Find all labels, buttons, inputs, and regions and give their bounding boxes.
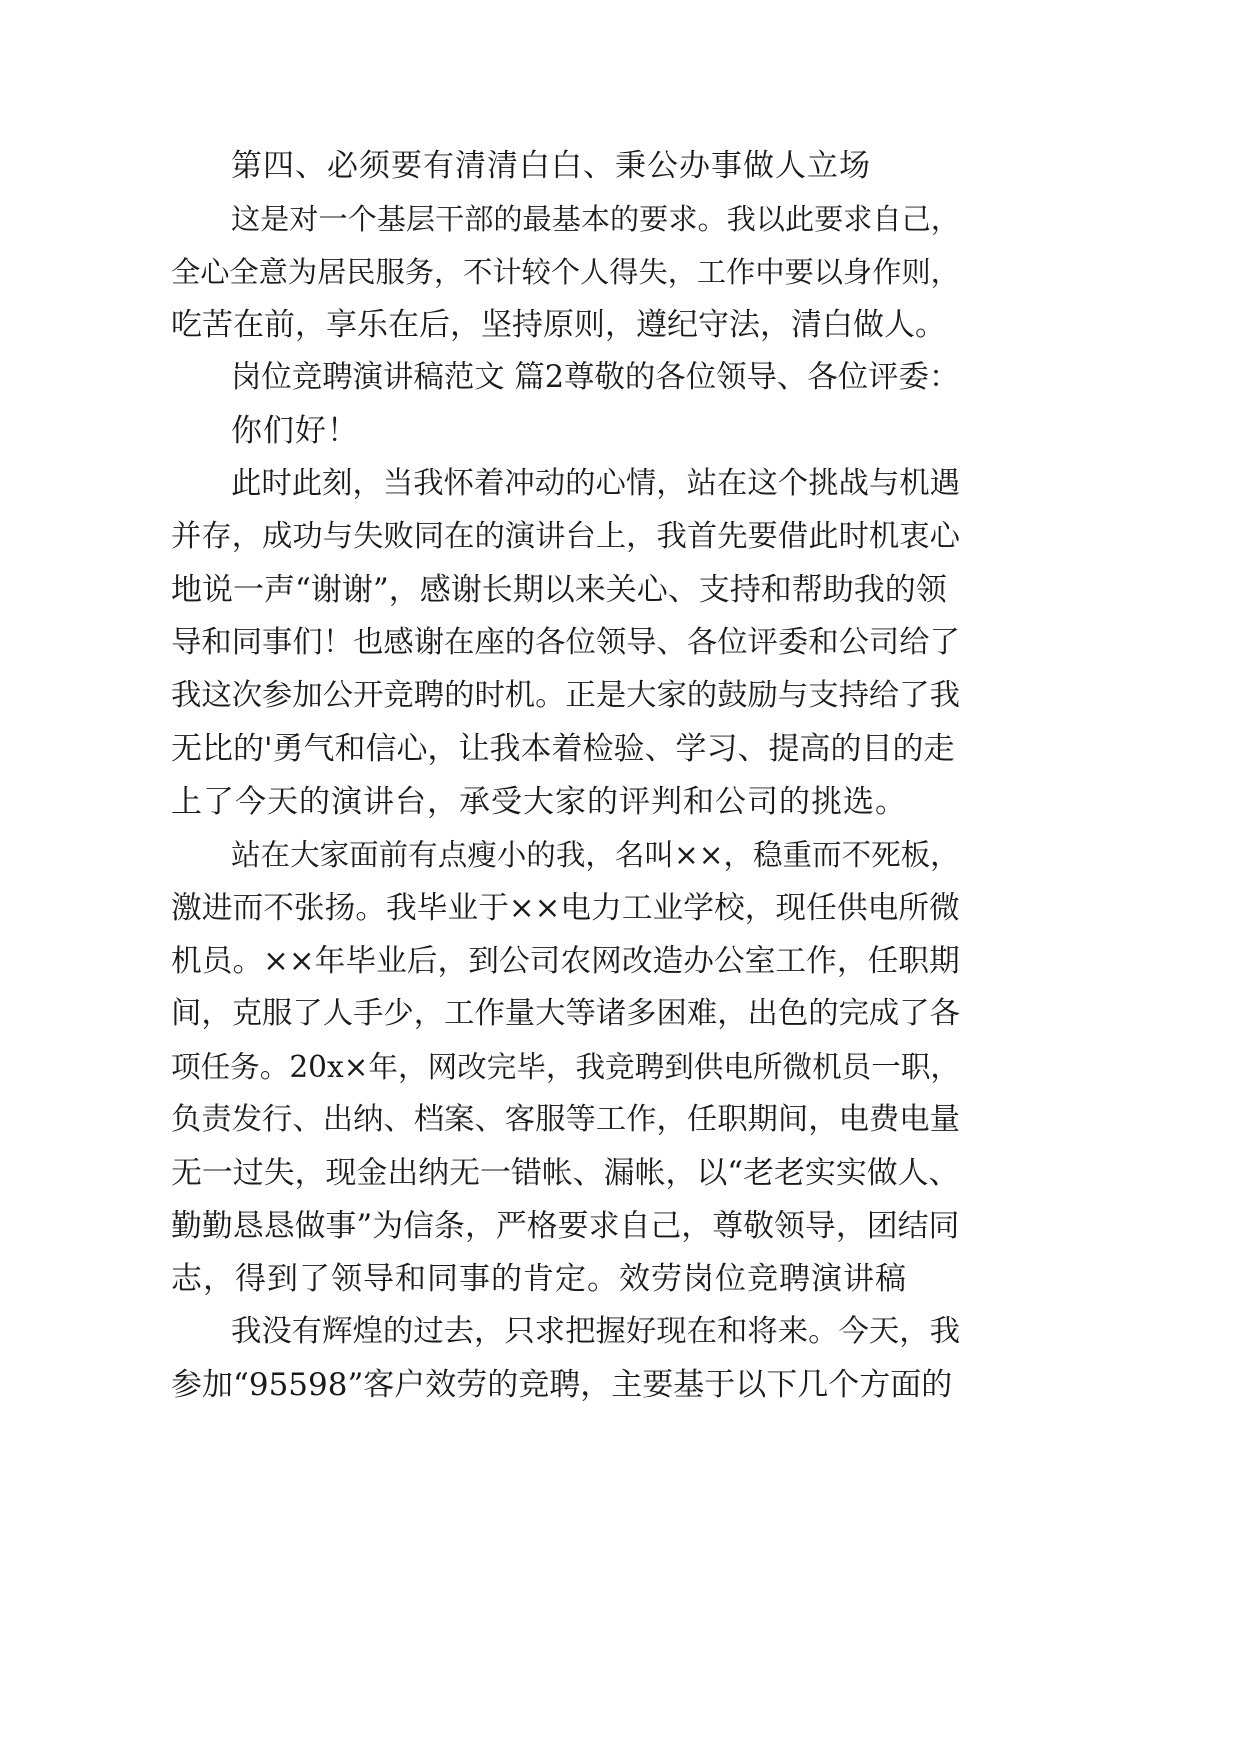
text-line: 地说一声“谢谢”，感谢长期以来关心、支持和帮助我的领: [171, 572, 947, 608]
text-line: 导和同事们！也感谢在座的各位领导、各位评委和公司给了: [171, 625, 960, 660]
text-line: 间，克服了人手少，工作量大等诸多困难，出色的完成了各: [171, 996, 960, 1031]
text-line: 项任务。20x×年，网改完毕，我竞聘到供电所微机员一职，: [171, 1050, 960, 1084]
text-line: 无比的'勇气和信心，让我本着检验、学习、提高的目的走: [171, 731, 955, 767]
text-line: 我这次参加公开竞聘的时机。正是大家的鼓励与支持给了我: [171, 678, 960, 713]
text-line: 并存，成功与失败同在的演讲台上，我首先要借此时机衷心: [171, 519, 960, 554]
text-line: 激进而不张扬。我毕业于××电力工业学校，现任供电所微: [171, 890, 960, 926]
text-line: 站在大家面前有点瘦小的我，名叫××，稳重而不死板，: [231, 838, 960, 872]
text-line: 机员。××年毕业后，到公司农网改造办公室工作，任职期: [171, 943, 960, 979]
text-line: 志，得到了领导和同事的肯定。效劳岗位竞聘演讲稿: [171, 1261, 907, 1297]
text-line: 无一过失，现金出纳无一错帐、漏帐，以“老老实实做人、: [171, 1155, 960, 1191]
text-line: 岗位竞聘演讲稿范文 篇2尊敬的各位领导、各位评委：: [231, 360, 960, 395]
text-line: 我没有辉煌的过去，只求把握好现在和将来。今天，我: [231, 1314, 960, 1349]
text-line: 勤勤恳恳做事”为信条，严格要求自己，尊敬领导，团结同: [171, 1208, 960, 1244]
text-line: 吃苦在前，享乐在后，坚持原则，遵纪守法，清白做人。: [171, 307, 946, 343]
text-line: 全心全意为居民服务，不计较个人得失，工作中要以身作则，: [171, 255, 960, 289]
text-line: 这是对一个基层干部的最基本的要求。我以此要求自己，: [231, 202, 960, 236]
text-line: 第四、必须要有清清白白、秉公办事做人立场: [231, 148, 871, 184]
text-line: 此时此刻，当我怀着冲动的心情，站在这个挑战与机遇: [231, 466, 960, 501]
text-line: 你们好！: [231, 413, 359, 449]
text-line: 上了今天的演讲台，承受大家的评判和公司的挑选。: [171, 784, 907, 820]
text-line: 负责发行、出纳、档案、客服等工作，任职期间，电费电量: [171, 1102, 960, 1137]
text-line: 参加“95598”客户效劳的竞聘，主要基于以下几个方面的: [171, 1367, 953, 1403]
